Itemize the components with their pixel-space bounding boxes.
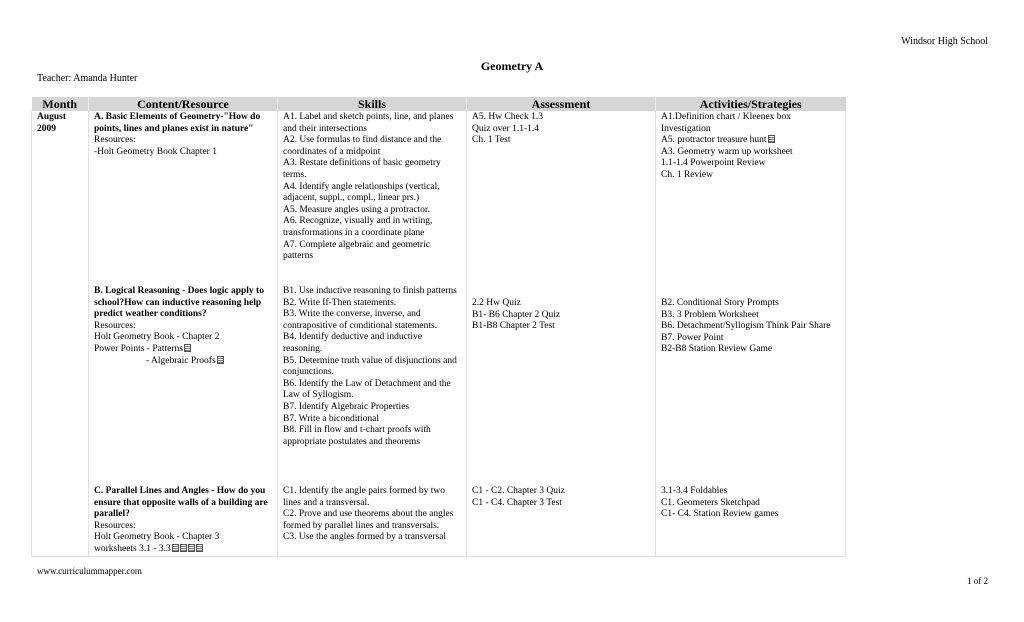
month-label: August <box>37 112 67 122</box>
resource-line: Holt Geometry Book - Chapter 3 <box>94 532 220 543</box>
assessment-item: B1-B8 Chapter 2 Test <box>472 321 555 332</box>
school-name: Windsor High School <box>901 36 988 47</box>
header-month: Month <box>32 97 89 111</box>
content-resource-cell <box>89 111 278 556</box>
activity-item: B2-B8 Station Review Game <box>661 344 773 355</box>
document-icon[interactable] <box>184 344 191 352</box>
skill-item: B5. Determine truth value of disjunctions and conjunctions. <box>283 355 457 378</box>
activity-item: C1. Geometers Sketchpad <box>661 497 760 508</box>
resource-line <box>94 344 272 356</box>
assessment-cell <box>467 111 656 556</box>
content-section-c <box>94 486 272 556</box>
activity-item: A3. Geometry warm up worksheet <box>661 146 793 157</box>
skill-item: A7. Complete algebraic and geometric patterns <box>283 239 430 262</box>
activities-cell <box>656 111 846 556</box>
header-activities-strategies: Activities/Strategies <box>656 97 846 111</box>
skills-section-b <box>283 286 461 486</box>
document-icon[interactable] <box>172 544 179 552</box>
activity-item: A1.Definition chart / Kleenex box Investigation <box>661 112 792 134</box>
skill-item: A4. Identify angle relationships (vertical, adjacent, suppl., compl., linear prs.) <box>283 181 440 204</box>
resource-line: -Holt Geometry Book Chapter 1 <box>94 146 217 157</box>
unit-title: C. Parallel Lines and Angles - How do you ensure that opposite walls of a building are parallel? <box>94 486 268 520</box>
activity-item: 1.1-1.4 Powerpoint Review <box>661 158 766 169</box>
resource-link[interactable]: Power Points - Patterns <box>94 343 183 354</box>
assessment-item: B1- B6 Chapter 2 Quiz <box>472 309 561 320</box>
header-content-resource: Content/Resource <box>89 97 278 111</box>
assessment-item: Ch. 1 Test <box>472 135 511 146</box>
activities-section-c <box>661 486 840 521</box>
header-skills: Skills <box>278 97 467 111</box>
activity-item <box>661 135 840 147</box>
skill-item: B2. Write If-Then statements. <box>283 297 397 308</box>
resource-link[interactable]: worksheets 3.1 - 3.3 <box>94 543 171 554</box>
activity-link[interactable]: A5. protractor treasure hunt <box>661 135 767 146</box>
activity-item: B3. 3 Problem Worksheet <box>661 309 759 320</box>
document-icon[interactable] <box>180 544 187 552</box>
assessment-item: C1 - C2. Chapter 3 Quiz <box>472 486 565 496</box>
unit-title: A. Basic Elements of Geometry-"How do points, lines and planes exist in nature" <box>94 112 261 134</box>
resource-line <box>94 544 272 556</box>
document-icon[interactable] <box>768 135 775 143</box>
skill-item: C3. Use the angles formed by a transversal <box>283 532 447 543</box>
table-row <box>32 111 846 556</box>
resource-line: Resources: <box>94 520 136 531</box>
unit-title: B. Logical Reasoning - Does logic apply to school?How can inductive reasoning help predict weather conditions? <box>94 286 264 320</box>
document-icon[interactable] <box>217 356 224 364</box>
assessment-section-b <box>472 286 650 486</box>
skill-item: B4. Identify deductive and inductive reasoning. <box>283 332 423 354</box>
footer-url[interactable]: www.curriculummapper.com <box>37 566 142 576</box>
resource-link[interactable]: - Algebraic Proofs <box>146 355 216 366</box>
content-section-a <box>94 112 272 286</box>
skill-item: C1. Identify the angle pairs formed by two lines and a transversal. <box>283 486 445 508</box>
resource-line: Resources: <box>94 135 136 146</box>
teacher-name: Teacher: Amanda Hunter <box>37 73 138 84</box>
header-assessment: Assessment <box>467 97 656 111</box>
skill-item: B6. Identify the Law of Detachment and the Law of Syllogism. <box>283 378 451 401</box>
skill-item: A2. Use formulas to find distance and the coordinates of a midpoint <box>283 135 442 157</box>
content-section-b <box>94 286 272 486</box>
month-cell <box>32 111 89 556</box>
skills-section-c <box>283 486 461 544</box>
activities-section-a <box>661 112 840 286</box>
activity-item: B6. Detachment/Syllogism Think Pair Share <box>661 321 831 332</box>
resource-line: Holt Geometry Book - Chapter 2 <box>94 332 220 343</box>
document-icon[interactable] <box>196 544 203 552</box>
activity-item: C1- C4. Station Review games <box>661 509 779 520</box>
page-number: 1 of 2 <box>967 576 988 586</box>
assessment-item: Quiz over 1.1-1.4 <box>472 123 540 134</box>
activity-item: 3.1-3.4 Foldables <box>661 486 728 496</box>
activity-item: B7. Power Point <box>661 332 724 343</box>
skill-item: C2. Prove and use theorems about the angles formed by parallel lines and transversals. <box>283 509 454 531</box>
skill-item: B3. Write the converse, inverse, and contrapositive of conditional statements. <box>283 309 438 331</box>
document-title: Geometry A <box>480 59 544 73</box>
assessment-item: C1 - C4. Chapter 3 Test <box>472 497 562 508</box>
skill-item: A3. Restate definitions of basic geometry terms. <box>283 158 441 180</box>
assessment-section-c <box>472 486 650 509</box>
skill-item: A6. Recognize, visually and in writing, transformations in a coordinate plane <box>283 216 433 238</box>
resource-line: Resources: <box>94 320 136 331</box>
table-header-row <box>32 97 846 111</box>
year-label: 2009 <box>37 123 56 134</box>
resource-line <box>94 356 272 368</box>
curriculum-table <box>31 97 846 557</box>
assessment-section-a <box>472 112 650 286</box>
activity-item: Ch. 1 Review <box>661 169 713 180</box>
assessment-item: 2.2 Hw Quiz <box>472 298 521 308</box>
activities-section-b <box>661 286 840 486</box>
assessment-item: A5. Hw Check 1.3 <box>472 112 543 122</box>
activity-item: B2. Conditional Story Prompts <box>661 298 779 308</box>
skill-item: B7. Write a biconditional <box>283 413 380 424</box>
skill-item: A1. Label and sketch points, line, and planes and their intersections <box>283 112 454 134</box>
document-icon[interactable] <box>188 544 195 552</box>
skill-item: B7. Identify Algebraic Properties <box>283 401 410 412</box>
skills-section-a <box>283 112 461 286</box>
skills-cell <box>278 111 467 556</box>
skill-item: B8. Fill in flow and t-chart proofs with appropriate postulates and theorems <box>283 425 431 447</box>
skill-item: B1. Use inductive reasoning to finish patterns <box>283 286 457 296</box>
skill-item: A5. Measure angles using a protractor. <box>283 204 430 215</box>
